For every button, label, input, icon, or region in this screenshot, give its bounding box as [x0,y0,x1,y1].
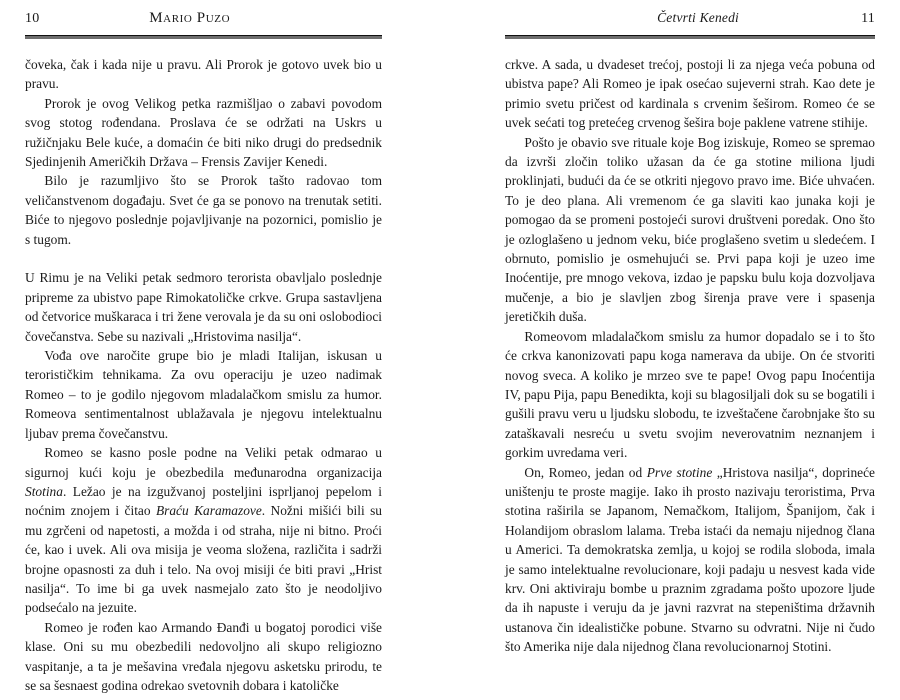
body-text-right [505,55,875,657]
paragraph: Bilo je razumljivo što se Prorok tašto radovao tom veličanstvenom događaju. Svet će ga se ponovo na trenutak setiti. Biće to njegovo poslednje pojavljivanje na pozornici, pomislio je s tugom. [25,173,382,247]
paragraph: čoveka, čak i kada nije u pravu. Ali Prorok je gotovo uvek bio u pravu. [25,57,382,92]
header-rule-left [25,35,382,39]
paragraph: Romeo je rođen kao Armando Đanđi u bogatoj porodici više klase. Oni su mu obezbedili nedovoljno ali skupo religiozno vaspitanje, a ta je mešavina vređala njegovu asketsku prirodu, te se sa šesnaest godina odrekao svetovnih dobara i katoličke [25,619,382,693]
page-number-left: 10 [25,11,40,26]
paragraph: Pošto je obavio sve rituale koje Bog iziskuje, Romeo se spremao da izvrši zločin toliko užasan da će ga stotine miliona ljudi proklinjati, budući da će se otkriti njegovo pravo ime. Biće uhvaćen. To je deo plana. Ali vremenom će ga slaviti kao junaka koji je pomogao da se promeni postojeći surovi društveni poredak. Ono što je ozloglašeno u jednom veku, biće proglašeno svetim u sledećem. I obrnuto, pomislio je osmehujući se. Prvi papa koji je uzeo ime Inoćentije, pre mnogo vekova, izdao je papsku bulu koja dozvoljava mučenje, a bio je slavljen zbog širenja prave vere i spasenja jeretičkih duša. [505,134,875,325]
paragraph: Prorok je ovog Velikog petka razmišljao o zabavi povodom svog stotog rođendana. Proslava će se održati na Uskrs u ružičnjaku Bele kuće, a domaćin će biti niko drugi do predsednik Sjedinjenih Američkih Država – Frensis Zavijer Kenedi. [25,95,382,170]
header-rule-thick [25,36,382,39]
page-right [450,0,900,700]
page-number-right: 11 [861,11,875,26]
paragraph: Vođa ove naročite grupe bio je mladi Italijan, iskusan u terorističkim tehnikama. Za ovu operaciju je uzeo nadimak Romeo – to je godilo njegovom mladalačkom smislu za humor. Romeova sentimentalnost ublažavala je njegovu intelektualnu ljubav prema čovečanstvu. [25,348,382,441]
running-head-author: Mario Puzo [149,10,231,26]
paragraph: Romeovom mladalačkom smislu za humor dopadalo se i to što će crkva kanonizovati papu koga namerava da ubije. On će stvoriti novog sveca. A koliko je mrzeo sve te pape! Ovog papu Inoćentija IV, papu Pija, papu Benedikta, koji su blagosiljali dok su se bogatili i gušili pravu veru u ljudsku slobodu, te izveštačene čarobnjake što su zataškavali nesreću u svetu svojim neverovatnim neznanjem i gorkim uvredama veri. [505,328,875,461]
paragraph: crkve. A sada, u dvadeset trećoj, postoji li za njega veća pobuna od ubistva pape? Ali Romeo je ipak osećao sujeverni strah. Kao dete je primio svetu pričest od kardinala s crvenim šeširom. Romeo će se uvek sećati tog pretećeg crvenog šešira boje paklene vatrene stihije. [505,57,875,131]
paragraph: Romeo se kasno posle podne na Veliki petak odmarao u sigurnoj kući koju je obezbedila međunarodna organizacija Stotina. Ležao je na izgužvanoj posteljini isprljanoj pepelom i noćnim znojem i čitao Braću Karamazove. Nožni mišići bili su mu zgrčeni od napetosti, a možda i od straha, nije ni bitno. Proći će, kao i uvek. Ali ova misija je veoma složena, različita i sadrži brojne opasnosti za duh i telo. Na ovoj misiji će biti pravi „Hrist nasilja“. To ime bi ga uvek nasmejalo zato što je neodoljivo podsećalo na jezuite. [25,445,382,616]
running-head-right [505,10,875,32]
running-head-title: Četvrti Kenedi [657,10,740,25]
header-rule-thick [505,36,875,39]
paragraph: U Rimu je na Veliki petak sedmoro terorista obavljalo poslednje pripreme za ubistvo pape Rimokatoličke crkve. Grupa sastavljena od četvorice muškaraca i tri žene verovala je da su oni oslobodioci čovečanstva. Sebe su nazivali „Hristovima nasilja“. [25,270,382,344]
paragraph: On, Romeo, jedan od Prve stotine „Hristova nasilja“, doprineće uništenju te proste magije. Iako ih prosto nazivaju teroristima, Prva stotina raširila se Japanom, Nemačkom, Italijom, Španijom, čak i Holandijom obraslom lalama. Treba istaći da nemaju nijednog člana u Americi. Ta demokratska zemlja, u kojoj se rodila sloboda, imala je samo intelektualne revolucionare, koji padaju u nesvest kada vide krv. Oni aktiviraju bombe u praznim zgradama pošto upozore ljude da ih napuste i veruju da je javni razvrat na stepeništima državnih ustanova čin idealističke pobune. Stvarno su odvratni. Nije ni čudo što Amerika nije dala nijednog člana revolucionarnoj Stotini. [505,464,875,655]
running-head-left [25,10,382,32]
body-text-left [25,55,382,695]
header-rule-right [505,35,875,39]
